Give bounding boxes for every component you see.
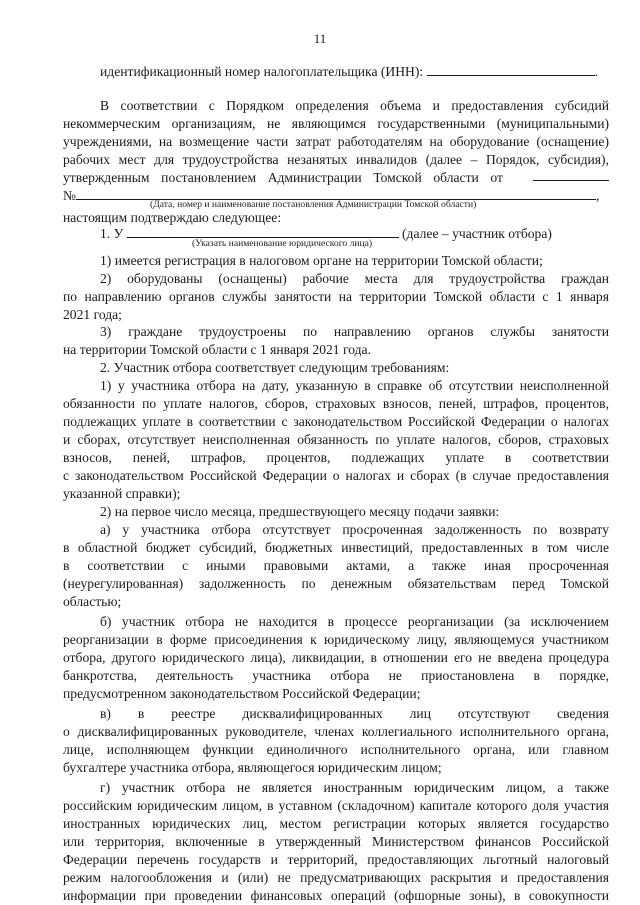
org-name-blank — [127, 224, 399, 238]
confirm-line: настоящим подтверждаю следующее: — [63, 210, 282, 225]
item2-sub1-line: указанной справки); — [63, 486, 181, 501]
item2-b-line: отбора, другого юридического лица), ликвидации, в отношении его не введена процедура — [63, 650, 609, 665]
item2-heading: 2. Участник отбора соответствует следующим требованиям: — [100, 360, 450, 375]
item2-b-line: б) участник отбора не находится в процессе реорганизации (за исключением — [100, 614, 609, 629]
item2-b-line: банкротства, деятельность участника отбора не приостановлена в порядке, — [63, 668, 609, 683]
item2-sub1-line: с законодательством Российской Федерации о налогах и сборах (в случае предоставления — [63, 468, 609, 483]
intro-approved-line: утвержденным постановлением Администрации Томской области от — [63, 170, 503, 185]
item2-a-line: (неурегулированная) задолженность по денежным обязательствам перед Томской — [63, 576, 609, 591]
item2-v-line: о дисквалифицированных руководителе, членах коллегиального исполнительного органа, — [63, 724, 609, 739]
decree-number-end: , — [595, 188, 600, 203]
intro-line: некоммерческим организациям, не являющимся государственными (муниципальными) — [63, 116, 609, 131]
inn-blank — [427, 62, 595, 76]
item2-g-line: или территория, включенные в утвержденный Министерством финансов Российской — [63, 834, 609, 849]
item2-v-line: в) в реестре дисквалифицированных лиц отсутствуют сведения — [100, 706, 609, 721]
item1-sub3-line: на территории Томской области с 1 января 2021 года. — [63, 342, 371, 357]
item2-g-line: иностранных юридических лиц, местом регистрации которых является государство — [63, 816, 609, 831]
item2-a-line: в областной бюджет субсидий, бюджетных инвестиций, предоставленных в том числе — [63, 540, 609, 555]
inn-line — [100, 62, 609, 80]
item2-sub1-line: подлежащих уплате в соответствии с законодательством Российской Федерации о налогах — [63, 414, 609, 429]
item2-sub1-line: 1) у участника отбора на дату, указанную в справке об отсутствии неисполненной — [100, 378, 609, 393]
inn-end: . — [594, 64, 598, 79]
item2-v-line: лице, исполняющем функции единоличного исполнительного органа, или главном — [63, 742, 609, 757]
item2-sub2-heading: 2) на первое число месяца, предшествующего месяцу подачи заявки: — [100, 504, 500, 519]
item2-g-line: информации при проведении финансовых операций (офшорные зоны), в совокупности — [63, 888, 609, 903]
item2-a-line: в соответствии с иными правовыми актами, а также иная просроченная — [63, 558, 609, 573]
number-sign: № — [63, 188, 76, 203]
item2-g-line: Федерации перечень государств и территорий, предоставляющих льготный налоговый — [63, 852, 609, 867]
item1-sub2-line: 2) оборудованы (оснащены) рабочие места для трудоустройства граждан — [100, 271, 609, 286]
item1-suffix: (далее – участник отбора) — [402, 226, 552, 241]
item1-sub2-line: по направлению органов службы занятости на территории Томской области с 1 января — [63, 289, 609, 304]
item2-b-line: предусмотренном законодательством Российской Федерации; — [63, 686, 421, 701]
item1-sub3-line: 3) граждане трудоустроены по направлению органов службы занятости — [100, 324, 609, 339]
decree-caption: (Дата, номер и наименование постановления Администрации Томской области) — [150, 199, 477, 210]
org-name-caption: (Указать наименование юридического лица) — [192, 238, 373, 249]
item1-sub2-line: 2021 года; — [63, 307, 122, 322]
item2-g-line: российским юридическим лицом, в уставном (складочном) капитале которого доля участия — [63, 798, 609, 813]
item2-sub1-line: и сборах, отсутствует неисполненная обязанность по уплате налогов, сборов, страховых — [63, 432, 609, 447]
item2-v-line: бухгалтере участника отбора, являющегося юридическим лицом; — [63, 760, 442, 775]
intro-line: учреждениями, на возмещение части затрат работодателям на оборудование (оснащение) — [63, 134, 609, 149]
inn-label: идентификационный номер налогоплательщика (ИНН): — [100, 64, 427, 79]
intro-line: В соответствии с Порядком определения объема и предоставления субсидий — [100, 98, 609, 113]
item2-g-line: г) участник отбора не является иностранным юридическим лицом, а также — [100, 780, 609, 795]
item1-prefix: 1. У — [100, 226, 124, 241]
item2-sub1-line: взносов, пеней, штрафов, процентов, подлежащих уплате в соответствии — [63, 450, 609, 465]
item2-b-line: реорганизации в форме присоединения к юридическому лицу, являющемуся участником — [63, 632, 609, 647]
intro-line: рабочих мест для трудоустройства незанятых инвалидов (далее – Порядок, субсидия), — [63, 152, 609, 167]
decree-number-blank — [76, 186, 596, 200]
item1-sub1: 1) имеется регистрация в налоговом органе на территории Томской области; — [100, 253, 543, 268]
item2-sub1-line: обязанности по уплате налогов, сборов, страховых взносов, пеней, штрафов, процентов, — [63, 396, 609, 411]
date-blank — [533, 180, 609, 181]
item2-a-line: областью; — [63, 594, 122, 609]
page-number: 11 — [313, 31, 327, 46]
item2-a-line: а) у участника отбора отсутствует просроченная задолженность по возврату — [100, 522, 609, 537]
item2-g-line: режим налогообложения и (или) не предусматривающих раскрытия и предоставления — [63, 870, 609, 885]
